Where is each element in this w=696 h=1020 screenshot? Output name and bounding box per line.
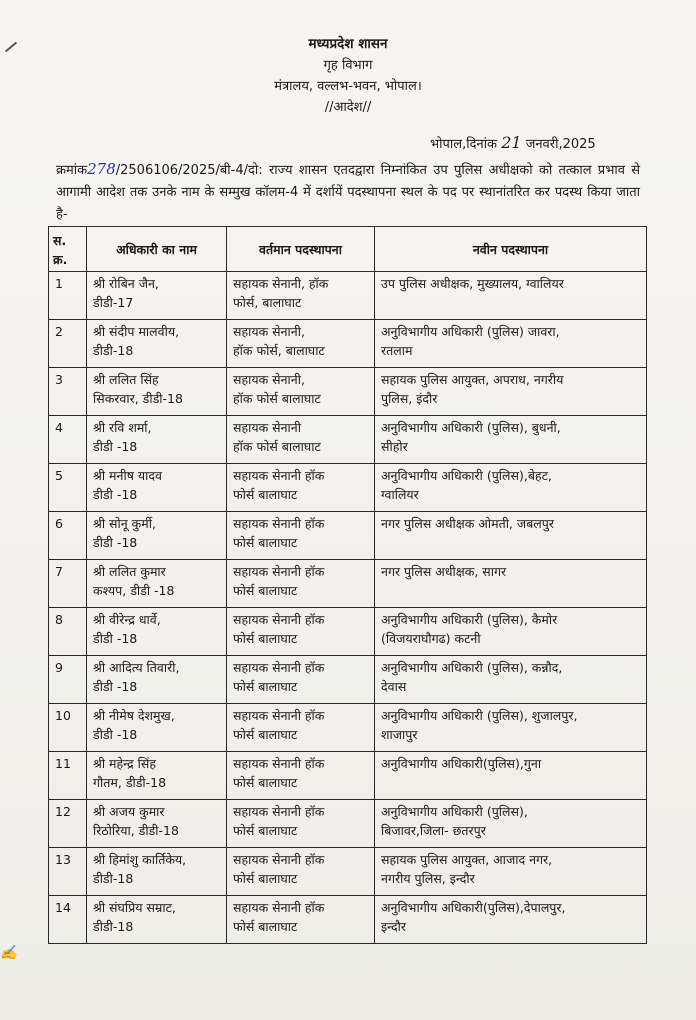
officer-name-cell-line2: डीडी-18 (93, 871, 134, 886)
officer-name-cell-line1: श्री महेन्द्र सिंह (93, 756, 156, 771)
current-posting-cell (227, 752, 375, 800)
header-serial-line2: क्र. (53, 252, 68, 267)
officer-name-cell-line1: श्री रवि शर्मा, (93, 420, 152, 435)
serial-cell-value: 2 (55, 324, 63, 339)
serial-cell (49, 656, 87, 704)
officer-name-cell-line2: डीडी -18 (93, 727, 138, 742)
current-posting-cell-line2: फोर्स बालाघाट (233, 679, 298, 694)
order-number-handwritten: 278 (87, 160, 116, 178)
new-posting-cell (375, 560, 647, 608)
officer-name-cell-line1: श्री ललित कुमार (93, 564, 166, 579)
new-posting-cell (375, 704, 647, 752)
new-posting-cell-line2: पुलिस, इंदौर (381, 391, 438, 406)
new-posting-cell-line1: सहायक पुलिस आयुक्त, अपराध, नगरीय (381, 372, 564, 387)
officer-name-cell-line2: गौतम, डीडी-18 (93, 775, 167, 790)
order-title: //आदेश// (324, 100, 372, 115)
current-posting-cell (227, 848, 375, 896)
new-posting-cell-line1: उप पुलिस अधीक्षक, मुख्यालय, ग्वालियर (381, 276, 564, 291)
table-row (49, 416, 647, 464)
serial-cell-value: 8 (55, 612, 63, 627)
new-posting-cell-line1: अनुविभागीय अधिकारी (पुलिस),बेहट, (381, 468, 552, 483)
current-posting-cell-line2: हॉक फोर्स बालाघाट (233, 439, 321, 454)
new-posting-cell (375, 368, 647, 416)
new-posting-cell-line2: शाजापुर (381, 727, 418, 742)
current-posting-cell-line1: सहायक सेनानी हॉक (233, 468, 325, 483)
current-posting-cell-line1: सहायक सेनानी (233, 420, 301, 435)
date-prefix: भोपाल,दिनांक (430, 137, 498, 152)
transfer-table (48, 226, 647, 944)
officer-name-cell-line2: कश्यप, डीडी -18 (93, 583, 175, 598)
officer-name-cell-line1: श्री हिमांशु कार्तिकेय, (93, 852, 187, 867)
serial-cell (49, 752, 87, 800)
current-posting-cell-line2: हॉक फोर्स बालाघाट (233, 391, 321, 406)
table-row (49, 560, 647, 608)
new-posting-cell (375, 464, 647, 512)
government-title: मध्यप्रदेश शासन (308, 36, 388, 52)
serial-cell-value: 13 (55, 852, 71, 867)
serial-cell-value: 6 (55, 516, 63, 531)
officer-name-cell (87, 800, 227, 848)
new-posting-cell (375, 320, 647, 368)
new-posting-cell-line2: नगरीय पुलिस, इन्दौर (381, 871, 475, 886)
officer-name-cell-line2: डीडी -18 (93, 487, 138, 502)
officer-name-cell (87, 896, 227, 944)
current-posting-cell-line2: फोर्स बालाघाट (233, 487, 298, 502)
current-posting-cell (227, 800, 375, 848)
current-posting-cell-line1: सहायक सेनानी हॉक (233, 612, 325, 627)
officer-name-cell (87, 512, 227, 560)
current-posting-cell (227, 896, 375, 944)
current-posting-cell-line2: फोर्स बालाघाट (233, 727, 298, 742)
current-posting-cell-line1: सहायक सेनानी हॉक (233, 852, 325, 867)
dateline (430, 133, 596, 152)
officer-name-cell-line1: श्री मनीष यादव (93, 468, 162, 483)
serial-cell-value: 11 (55, 756, 71, 771)
current-posting-cell (227, 320, 375, 368)
new-posting-cell-line1: नगर पुलिस अधीक्षक, सागर (381, 564, 507, 579)
new-posting-cell (375, 848, 647, 896)
officer-name-cell-line2: डीडी -18 (93, 439, 138, 454)
office-address: मंत्रालय, वल्लभ-भवन, भोपाल। (274, 79, 422, 94)
date-suffix: जनवरी,2025 (525, 137, 596, 152)
table-row (49, 656, 647, 704)
order-paragraph (56, 158, 640, 226)
current-posting-cell-line1: सहायक सेनानी, हॉक (233, 276, 329, 291)
table-header-row (49, 227, 647, 272)
current-posting-cell (227, 560, 375, 608)
new-posting-cell-line2: (विजयराघौगढ) कटनी (381, 631, 481, 646)
current-posting-cell-line2: फोर्स बालाघाट (233, 583, 298, 598)
new-posting-cell-line1: अनुविभागीय अधिकारी (पुलिस), (381, 804, 528, 819)
serial-cell (49, 368, 87, 416)
serial-cell-value: 1 (55, 276, 63, 291)
serial-cell (49, 704, 87, 752)
current-posting-cell-line1: सहायक सेनानी हॉक (233, 516, 325, 531)
serial-cell-value: 5 (55, 468, 63, 483)
table-row (49, 368, 647, 416)
current-posting-cell-line1: सहायक सेनानी हॉक (233, 900, 325, 915)
table-row (49, 320, 647, 368)
officer-name-cell-line1: श्री संघप्रिय सम्राट, (93, 900, 176, 915)
officer-name-cell-line1: श्री नीमेष देशमुख, (93, 708, 175, 723)
serial-cell (49, 896, 87, 944)
serial-cell (49, 464, 87, 512)
table-row (49, 848, 647, 896)
table-row (49, 464, 647, 512)
serial-cell (49, 848, 87, 896)
current-posting-cell (227, 464, 375, 512)
new-posting-cell-line1: अनुविभागीय अधिकारी (पुलिस), कैमोर (381, 612, 558, 627)
table-row (49, 704, 647, 752)
officer-name-cell-line2: डीडी -18 (93, 631, 138, 646)
current-posting-cell-line2: फोर्स बालाघाट (233, 535, 298, 550)
new-posting-cell-line1: सहायक पुलिस आयुक्त, आजाद नगर, (381, 852, 553, 867)
officer-name-cell-line2: डीडी-18 (93, 919, 134, 934)
new-posting-cell-line1: अनुविभागीय अधिकारी (पुलिस), बुधनी, (381, 420, 561, 435)
officer-name-cell (87, 752, 227, 800)
officer-name-cell-line2: रिठोरिया, डीडी-18 (93, 823, 179, 838)
header-serial-line1: स. (53, 233, 67, 248)
table-row (49, 896, 647, 944)
new-posting-cell-line1: नगर पुलिस अधीक्षक ओमती, जबलपुर (381, 516, 554, 531)
new-posting-cell-line2: सीहोर (381, 439, 408, 454)
serial-cell (49, 272, 87, 320)
current-posting-cell-line1: सहायक सेनानी हॉक (233, 660, 325, 675)
current-posting-cell-line1: सहायक सेनानी हॉक (233, 756, 325, 771)
serial-cell (49, 320, 87, 368)
serial-cell (49, 512, 87, 560)
current-posting-cell-line2: हॉक फोर्स, बालाघाट (233, 343, 325, 358)
current-posting-cell (227, 656, 375, 704)
officer-name-cell (87, 416, 227, 464)
officer-name-cell (87, 848, 227, 896)
new-posting-cell-line2: इन्दौर (381, 919, 406, 934)
new-posting-cell-line2: बिजावर,जिला- छतरपुर (381, 823, 486, 838)
officer-name-cell-line2: सिकरवार, डीडी-18 (93, 391, 183, 406)
officer-name-cell (87, 656, 227, 704)
current-posting-cell (227, 704, 375, 752)
header-current-posting: वर्तमान पदस्थापना (227, 227, 375, 272)
order-number-rest: /2506106/2025/बी-4/दो: (115, 163, 263, 178)
officer-name-cell (87, 560, 227, 608)
new-posting-cell (375, 752, 647, 800)
new-posting-cell-line2: ग्वालियर (381, 487, 419, 502)
officer-name-cell (87, 272, 227, 320)
serial-cell-value: 9 (55, 660, 63, 675)
new-posting-cell-line1: अनुविभागीय अधिकारी (पुलिस) जावरा, (381, 324, 560, 339)
new-posting-cell (375, 896, 647, 944)
current-posting-cell (227, 368, 375, 416)
handwritten-initial: ✍ (0, 945, 18, 961)
serial-cell (49, 560, 87, 608)
serial-cell (49, 608, 87, 656)
new-posting-cell-line1: अनुविभागीय अधिकारी(पुलिस),गुना (381, 756, 542, 771)
current-posting-cell (227, 608, 375, 656)
new-posting-cell (375, 512, 647, 560)
new-posting-cell (375, 416, 647, 464)
officer-name-cell (87, 704, 227, 752)
header-new-posting: नवीन पदस्थापना (375, 227, 647, 272)
letterhead (0, 34, 696, 118)
current-posting-cell-line2: फोर्स, बालाघाट (233, 295, 302, 310)
table-row (49, 608, 647, 656)
current-posting-cell-line1: सहायक सेनानी हॉक (233, 804, 325, 819)
serial-cell-value: 4 (55, 420, 63, 435)
current-posting-cell-line1: सहायक सेनानी, (233, 372, 305, 387)
new-posting-cell-line2: रतलाम (381, 343, 413, 358)
current-posting-cell-line2: फोर्स बालाघाट (233, 631, 298, 646)
officer-name-cell-line2: डीडी-17 (93, 295, 134, 310)
department-name: गृह विभाग (323, 58, 373, 73)
table-row (49, 512, 647, 560)
serial-cell-value: 10 (55, 708, 71, 723)
serial-cell-value: 7 (55, 564, 63, 579)
current-posting-cell-line2: फोर्स बालाघाट (233, 775, 298, 790)
current-posting-cell-line1: सहायक सेनानी हॉक (233, 564, 325, 579)
officer-name-cell (87, 464, 227, 512)
new-posting-cell-line1: अनुविभागीय अधिकारी (पुलिस), कन्नौद, (381, 660, 563, 675)
table-row (49, 800, 647, 848)
new-posting-cell (375, 656, 647, 704)
officer-name-cell-line1: श्री संदीप मालवीय, (93, 324, 180, 339)
officer-name-cell (87, 368, 227, 416)
serial-cell-value: 14 (55, 900, 71, 915)
current-posting-cell-line2: फोर्स बालाघाट (233, 871, 298, 886)
order-body: राज्य शासन एतदद्वारा निम्नांकित उप पुलिस अधीक्षको को तत्काल प्रभाव से आगामी आदेश तक उनके नाम के सम्मुख कॉलम-4 में दर्शायें पदस्थापना स्थल के पद पर स्थानांतरित कर पदस्थ किया जाता है- (56, 163, 640, 222)
officer-name-cell-line2: डीडी-18 (93, 343, 134, 358)
current-posting-cell (227, 512, 375, 560)
table-row (49, 272, 647, 320)
new-posting-cell (375, 608, 647, 656)
order-number-label: क्रमांक (56, 163, 88, 178)
officer-name-cell-line1: श्री रोबिन जैन, (93, 276, 159, 291)
new-posting-cell (375, 800, 647, 848)
officer-name-cell (87, 320, 227, 368)
date-day: 21 (501, 133, 522, 152)
officer-name-cell-line1: श्री ललित सिंह (93, 372, 159, 387)
new-posting-cell-line1: अनुविभागीय अधिकारी(पुलिस),देपालपुर, (381, 900, 566, 915)
officer-name-cell-line1: श्री सोनू कुर्मी, (93, 516, 156, 531)
officer-name-cell-line1: श्री अजय कुमार (93, 804, 165, 819)
current-posting-cell (227, 416, 375, 464)
new-posting-cell-line2: देवास (381, 679, 407, 694)
current-posting-cell-line1: सहायक सेनानी हॉक (233, 708, 325, 723)
officer-name-cell (87, 608, 227, 656)
serial-cell (49, 416, 87, 464)
officer-name-cell-line1: श्री आदित्य तिवारी, (93, 660, 180, 675)
serial-cell (49, 800, 87, 848)
current-posting-cell-line2: फोर्स बालाघाट (233, 823, 298, 838)
officer-name-cell-line1: श्री वीरेन्द्र धार्वे, (93, 612, 161, 627)
new-posting-cell-line1: अनुविभागीय अधिकारी (पुलिस), शुजालपुर, (381, 708, 578, 723)
officer-name-cell-line2: डीडी -18 (93, 535, 138, 550)
serial-cell-value: 12 (55, 804, 71, 819)
officer-name-cell-line2: डीडी -18 (93, 679, 138, 694)
current-posting-cell-line2: फोर्स बालाघाट (233, 919, 298, 934)
current-posting-cell (227, 272, 375, 320)
header-officer-name: अधिकारी का नाम (87, 227, 227, 272)
header-serial (49, 227, 87, 272)
new-posting-cell (375, 272, 647, 320)
current-posting-cell-line1: सहायक सेनानी, (233, 324, 305, 339)
serial-cell-value: 3 (55, 372, 63, 387)
table-row (49, 752, 647, 800)
